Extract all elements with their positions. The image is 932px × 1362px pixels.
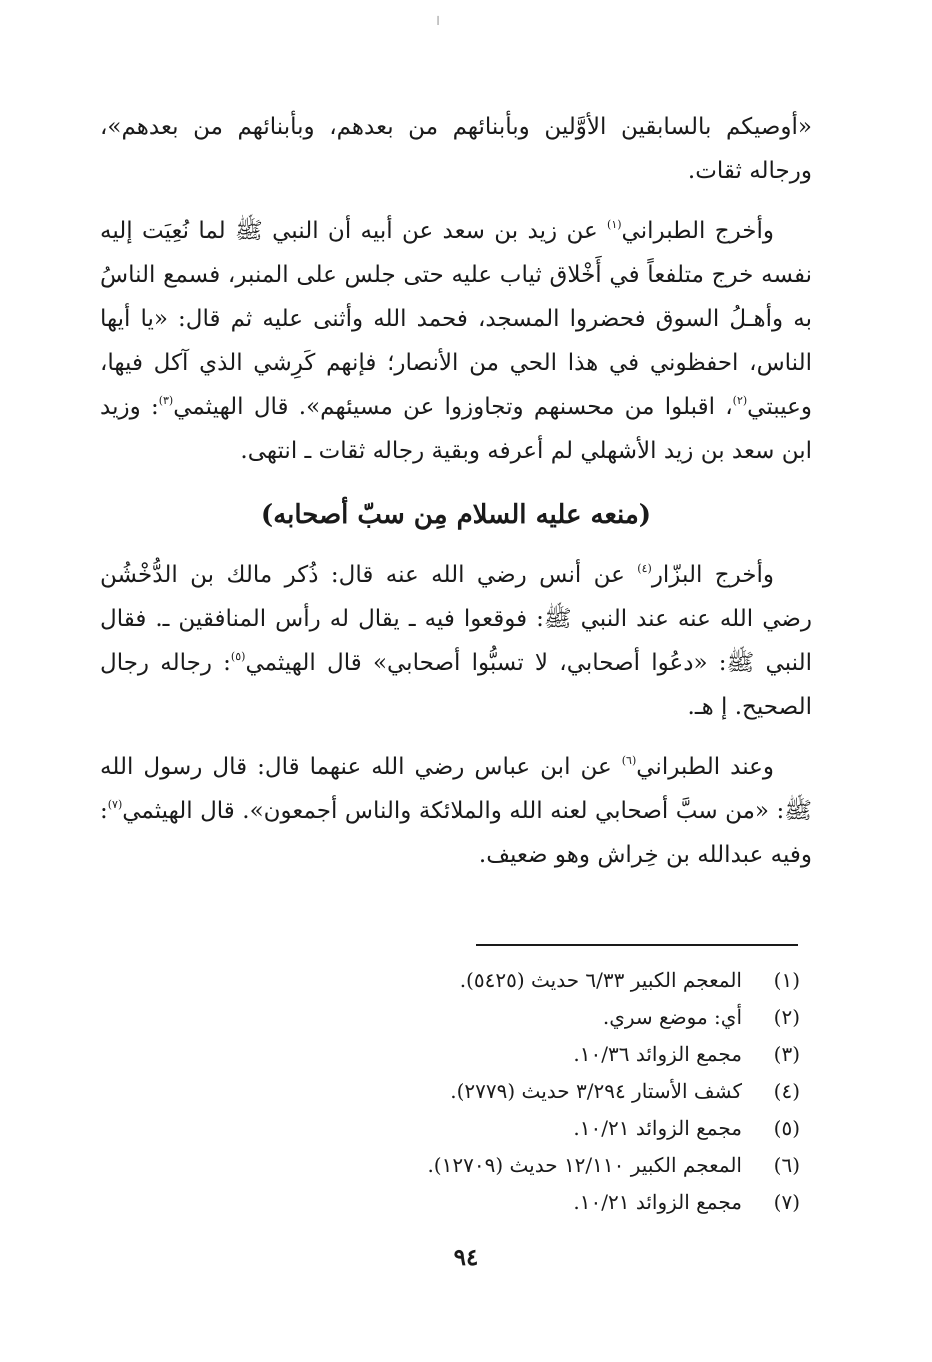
footnote-item <box>360 1184 800 1221</box>
paragraph-2 <box>100 209 812 473</box>
footnote-text: المعجم الكبير ١٢/١١٠ حديث (١٢٧٠٩). <box>427 1153 742 1177</box>
footnote-item <box>360 1147 800 1184</box>
paragraph-3-c: : رجاله رجال الصحيح. إ هـ. <box>100 650 812 720</box>
footnote-text: مجمع الزوائد ١٠/٣٦. <box>573 1042 742 1066</box>
footnote-text: مجمع الزوائد ١٠/٢١. <box>573 1190 742 1214</box>
footnote-ref-1[interactable]: (١) <box>607 218 622 231</box>
footnote-text: المعجم الكبير ٦/٣٣ حديث (٥٤٢٥). <box>459 968 742 992</box>
paragraph-3-b: عن أنس رضي الله عنه قال: ذُكر مالك بن الدُّخْشُن رضي الله عنه عند النبي ﷺ: فوقعوا فيه ـ يقال له رأس المنافقين ـ. فقال النبي ﷺ: «دعُوا أصحابي، لا تسبُّوا أصحابي» قال الهيثمي <box>100 562 813 676</box>
footnote-ref-2[interactable]: (٢) <box>732 394 748 407</box>
section-heading: (منعه عليه السلام مِن سبّ أصحابه) <box>260 500 652 530</box>
footnote-ref-3[interactable]: (٣) <box>158 394 174 407</box>
paragraph-3-a: وأخرج البزّار <box>651 562 775 588</box>
page-number: ٩٤ <box>453 1244 479 1271</box>
footnotes <box>360 962 800 1221</box>
footnote-number: (٣) <box>773 1042 800 1066</box>
footnote-item <box>360 962 800 999</box>
footnote-number: (٥) <box>773 1116 800 1140</box>
footnote-number: (٢) <box>773 1005 800 1029</box>
footnote-number: (٤) <box>773 1079 800 1103</box>
footnote-ref-7[interactable]: (٧) <box>107 798 123 811</box>
paragraph-2-b: عن زيد بن سعد عن أبيه أن النبي ﷺ لما نُعِيَت إليه نفسه خرج متلفعاً في أَخْلاق ثياب عليه حتى جلس على المنبر، فسمع الناسُ به وأهـلُ السوق فحضروا المسجد، فحمد الله وأثنى عليه ثم قال: «يا أيها الناس، احفظوني في هذا الحي من الأنصار؛ فإنهم كَرِشي الذي آكل فيها، وعيبتي <box>100 218 812 420</box>
scan-mark: ا <box>436 14 440 28</box>
footnote-item <box>360 1110 800 1147</box>
footnote-text: مجمع الزوائد ١٠/٢١. <box>573 1116 742 1140</box>
paragraph-4-b: عن ابن عباس رضي الله عنهما قال: قال رسول الله ﷺ: «من سبَّ أصحابي لعنه الله والملائكة والناس أجمعون». قال الهيثمي <box>100 754 812 824</box>
paragraph-4 <box>100 745 812 877</box>
paragraph-4-c: : وفيه عبدالله بن خِراش وهو ضعيف. <box>100 798 812 868</box>
footnote-ref-6[interactable]: (٦) <box>621 754 637 767</box>
footnote-ref-5[interactable]: (٥) <box>230 650 246 663</box>
footnote-number: (٦) <box>773 1153 800 1177</box>
page-body <box>100 105 812 877</box>
footnote-number: (٧) <box>773 1190 800 1214</box>
footnote-text: أي: موضع سري. <box>602 1005 742 1029</box>
footnote-divider <box>476 944 798 946</box>
paragraph-1: «أوصيكم بالسابقين الأوَّلين وبأبنائهم من بعدهم، وبأبنائهم من بعدهم»، ورجاله ثقات. <box>100 114 812 184</box>
paragraph-2-d: : وزيد ابن سعد بن زيد الأشهلي لم أعرفه وبقية رجاله ثقات ـ انتهى. <box>100 394 812 464</box>
paragraph-2-a: وأخرج الطبراني <box>621 218 774 244</box>
footnote-item <box>360 1036 800 1073</box>
footnote-item <box>360 1073 800 1110</box>
footnote-number: (١) <box>773 968 800 992</box>
footnote-text: كشف الأستار ٣/٢٩٤ حديث (٢٧٧٩). <box>450 1079 742 1103</box>
footnote-ref-4[interactable]: (٤) <box>637 562 652 575</box>
paragraph-4-a: وعند الطبراني <box>636 754 774 780</box>
paragraph-3 <box>100 553 812 729</box>
footnote-item <box>360 999 800 1036</box>
paragraph-2-c: ، اقبلوا من محسنهم وتجاوزوا عن مسيئهم». قال الهيثمي <box>173 394 733 420</box>
body-text <box>100 105 812 877</box>
